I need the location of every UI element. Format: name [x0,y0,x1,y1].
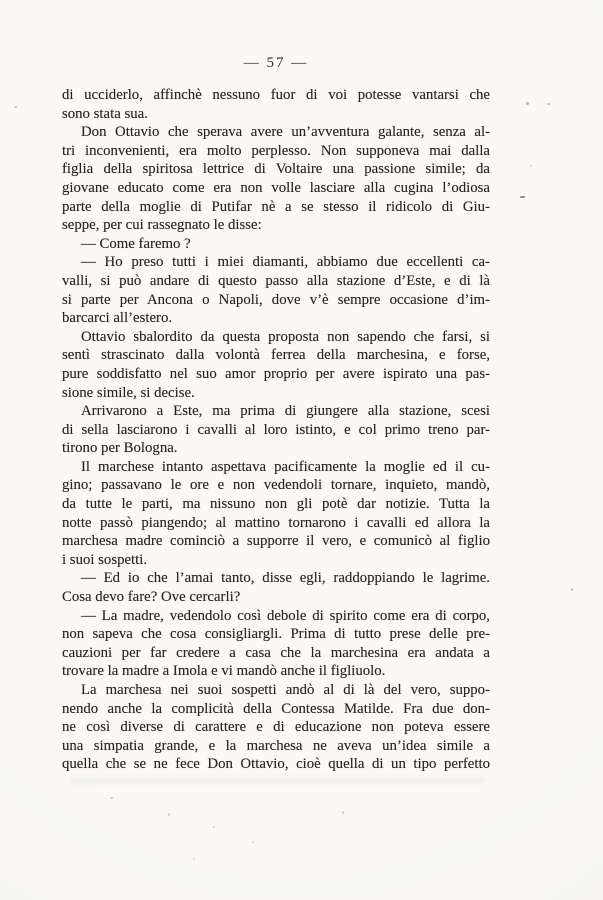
text-line: parte della moglie di Putifar nè a se stesso il ridicolo di Giu- [62,198,490,215]
text-line: tirono per Bologna. [62,440,178,457]
text-line: di ucciderlo, affinchè nessuno fuor di voi potesse vantarsi che [62,87,490,103]
scan-speck [547,103,550,105]
text-line: i suoi sospetti. [62,551,148,568]
text-line: Don Ottavio che sperava avere un’avventura galante, senza al- [81,124,490,141]
paragraph [62,235,490,254]
page-body [62,86,490,774]
text-line: tri inconvenienti, era molto perplesso. Non supponeva mai dalla [62,142,490,159]
paragraph [62,681,490,774]
paragraph [62,607,490,681]
text-line: non sapeva che cosa consigliargli. Prima di tutto prese delle pre- [62,626,490,643]
page-number-header: — 57 — [243,55,309,71]
paragraph [62,458,490,570]
paragraph [62,86,490,123]
text-line: da tutte le parti, ma nissuno non gli potè dar notizie. Tutta la [62,496,490,513]
scan-speck [213,826,215,828]
text-line: barcarci all’estero. [62,310,173,327]
text-line: gino; passavano le ore e non vedendoli tornare, inquieto, mandò, [62,477,490,494]
text-line: — La madre, vedendolo così debole di spirito come era di corpo, [81,607,490,624]
paragraph [62,328,490,402]
text-line: sione simile, si decise. [62,384,195,401]
text-line: una simpatia grande, e la marchesa ne aveva un’idea simile a [62,737,490,754]
scan-speck [526,102,529,105]
scan-speck [520,196,525,198]
scan-speck [571,588,573,591]
text-line: — Come faremo ? [81,235,191,252]
text-line: Ottavio sbalordito da questa proposta non sapendo che farsi, si [81,328,490,345]
text-line: ne così diverse di carattere e di educazione non poteva essere [62,719,490,736]
text-line: notte passò piangendo; al mattino tornarono i cavalli ed allora la [62,514,490,531]
scan-speck [14,106,17,108]
scan-speck [530,165,532,167]
text-line: — Ho preso tutti i miei diamanti, abbiamo due eccellenti ca- [81,254,490,271]
text-line: cauzioni per far credere a casa che la marchesina era andata a [62,644,490,661]
text-line: valli, si può andare di questo passo alla stazione d’Este, e di là [62,272,490,289]
scan-smudge [70,777,485,784]
text-line: — Ed io che l’amai tanto, disse egli, raddoppiando le lagrime. [81,570,490,587]
text-line: seppe, per cui rassegnato le disse: [62,217,262,234]
scan-speck [252,841,254,843]
text-line: Il marchese intanto aspettava pacificamente la moglie ed il cu- [81,458,490,475]
text-line: si parte per Ancona o Napoli, dove v’è sempre occasione d’im- [62,291,490,308]
text-line: nendo anche la complicità della Contessa Matilde. Fra due don- [62,700,490,717]
text-line: sono stata sua. [62,105,148,122]
paragraph [62,123,490,235]
text-line: marchesa madre cominciò a supporre il vero, e comunicò al figlio [62,533,490,550]
text-line: quella che se ne fece Don Ottavio, cioè quella di un tipo perfetto [62,756,490,773]
paragraph [62,253,490,327]
scan-speck [342,811,344,814]
text-line: figlia della spiritosa lettrice di Voltaire una passione simile; da [62,161,490,178]
text-line: di sella lasciarono i cavalli al loro istinto, e col primo treno par- [62,421,490,438]
text-line: trovare la madre a Imola e vi mandò anche il figliuolo. [62,663,386,680]
scan-speck [168,813,170,816]
text-line: pure soddisfatto nel suo amor proprio per avere ispirato una pas- [62,365,490,382]
paragraph [62,569,490,606]
scan-speck [110,797,113,799]
paragraph [62,402,490,458]
text-line: Arrivarono a Este, ma prima di giungere alla stazione, scesi [81,403,490,420]
scan-speck [193,858,195,860]
text-line: giovane educato come era non volle lasciare alla cugina l’odiosa [62,179,490,196]
text-line: Cosa devo fare? Ove cercarli? [62,589,241,606]
text-line: La marchesa nei suoi sospetti andò al di là del vero, suppo- [81,682,490,698]
text-line: sentì strascinato dalla volontà ferrea della marchesina, e forse, [62,347,490,364]
